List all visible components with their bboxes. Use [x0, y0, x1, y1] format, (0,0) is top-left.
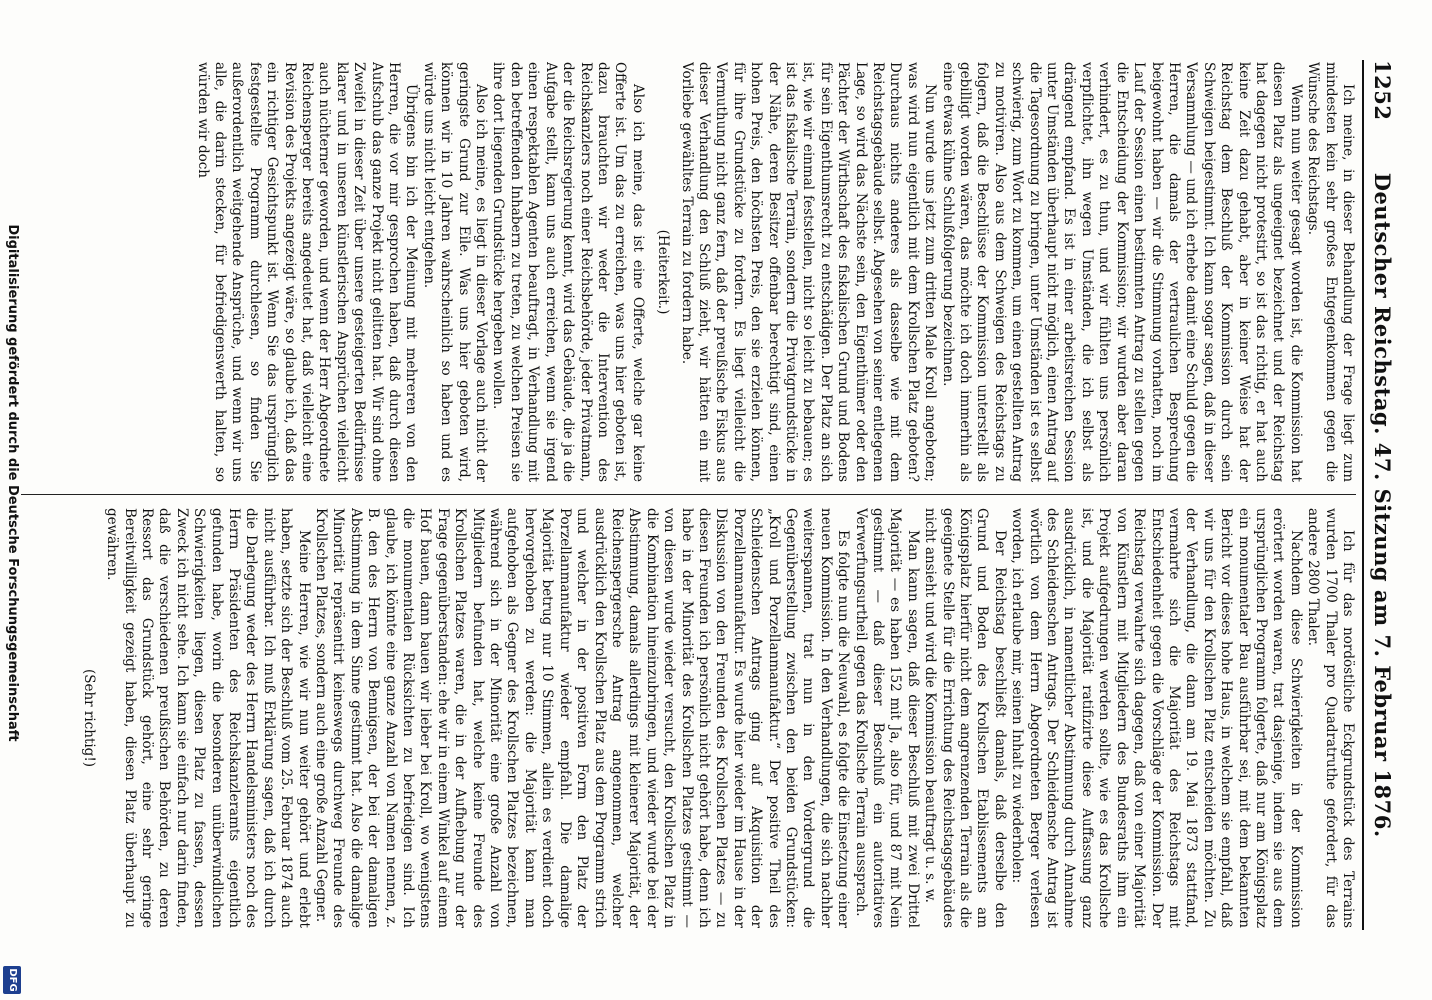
- paragraph: Also ich meine, das ist eine Offerte, welche gar keine Offerte ist. Um das zu erreichen, was uns hier geboten ist, dazu brauchten wir weder die Intervention des Reichskanzlers noch einer Reichsbehörde, jeder Privatmann, der die Reichsregierung kennt, wird das Gebäude, die ja die Aufgabe stellt, kann uns auch erreichen, wenn sie irgend einen respektablen Agenten beauftragt, in Verhandlung mit den betreffenden Inhabern zu treten, zu welchen Preisen sie ihre dort liegenden Grundstücke hergeben wollen.: [490, 62, 646, 482]
- footer-credit: Digitalisierung gefördert durch die Deutsche Forschungsgemeinschaft: [5, 224, 20, 742]
- page-title: Deutscher Reichstag. 47. Sitzung am 7. Februar 1876.: [1370, 172, 1395, 838]
- text-column-right: [16, 508, 1356, 928]
- paragraph: Übrigens bin ich der Meinung mit mehreren von den Herren, die vor mir gesprochen haben, daß durch diesen Aufschub das ganze Projekt nicht gelitten hat. Wir sind ohne Zweifel in dieser Zeit über unsere gesteigerten Bedürfnisse klarer und in unseren künstlerischen Ansprüchen vielleicht auch nüchterner geworden, und wenn der Herr Abgeordnete Reichensperger bereits angedeutet hat, daß vielleicht eine Revision des Projekts angezeigt wäre, so glaube ich, daß das ein richtiger Gesichtspunkt ist. Wenn Sie das ursprünglich festgestellte Programm durchlesen, so finden Sie außerordentlich weitgehende Ansprüche, und wenn wir uns alle, die darin stecken, für befriedigenswerth halten, so würden wir doch: [194, 62, 420, 482]
- paragraph: Ich meine, in dieser Behandlung der Frage liegt zum mindesten kein sehr großes Entgegenkommen gegen die Wünsche des Reichstags.: [1305, 62, 1356, 482]
- paragraph: Man kann sagen, daß dieser Beschluß mit zwei Drittel Majorität — es haben 152 mit Ja, also für, und 87 mit Nein gestimmt — daß dieser Beschluß ein autoritatives Verwerfungsurtheil gegen das Krollsche Terrain aussprach.: [852, 508, 921, 928]
- page-header: [1362, 60, 1410, 930]
- paragraph: Meine Herren, wie wir nun weiter gehört und erlebt haben, setzte sich der Beschluß vom 25. Februar 1874 auch nicht ausführbar. Ich muß Erklärung sagen, daß ich durch die Darlegung weder des Herrn Handelsministers noch des Herrn Präsidenten des Reichskanzleramts eigentlich gefunden habe, worin die besonderen unüberwindlichen Schwierigkeiten liegen, diesen Platz zu fassen, dessen Zweck ich nicht sehe. Ich kann sie einfach nur darin finden, daß die verschiedenen preußischen Behörden, zu deren Ressort das Grundstück gehört, eine sehr geringe Bereitwilligkeit gezeigt haben, diesen Platz überhaupt zu gewähren.: [104, 508, 312, 928]
- dfg-logo: DFG: [4, 966, 22, 994]
- text-column-left: [16, 62, 1356, 482]
- remark-line: (Sehr richtig!): [80, 668, 97, 768]
- paragraph: Nun wurde uns jetzt zum dritten Male Kroll angeboten; was wird nun eigentlich mit dem Krollschen Platz geboten? Durchaus nichts anderes als dasselbe wie mit dem Reichstagsgebäude selbst. Abgesehen von seiner entlegenen Lage, so wird das Nächste sein, den Eigenthümer oder den Pächter der Wirthschaft des fiskalischen Grund und Bodens für sein Eigenthumsrecht zu entschädigen. Der Platz an sich ist, wie wir einmal feststellen, nicht so leicht zu bebauen; es ist das fiskalische Terrain, sondern die Privatgrundstücke in der Nähe, deren Besitzer offenbar berechtigt sind, einen hohen Preis, den höchsten Preis, den sie erzielen können, für ihre Grundstücke zu fordern. Es liegt vielleicht die Vermuthung nicht ganz fern, daß der preußische Fiskus aus dieser Verhandlung den Schluß zieht, wir hätten ein mit Vorliebe gewähltes Terrain zu fordern habe.: [678, 62, 939, 482]
- paragraph: Ich für das nordöstliche Eckgrundstück des Terrains wurden 1700 Thaler pro Quadratruthe gefordert, für das andere 2800 Thaler.: [1305, 508, 1356, 928]
- paragraph: Der Reichstag beschließt damals, daß derselbe den Grund und Boden des Krollschen Etablissements am Königsplatz hierfür nicht dem angrenzenden Terrain als die geeignete Stelle für die Errichtung des Reichstagsgebäudes nicht ansieht und wird die Kommission beauftragt u. s. w.: [922, 508, 1008, 928]
- paragraph: Nachdem diese Schwierigkeiten in der Kommission erörtert worden waren, trat dasjenige, indem sie aus dem ursprünglichen Programm folgerte, daß nur am Königsplatz ein monumentaler Bau ausführbar sei, mit dem bekannten Bericht vor dieses hohe Haus, in welchem sie empfahl, daß wir uns für den Krollschen Platz entscheiden möchten. Zu der Verhandlung, die dann am 19. Mai 1873 stattfand, vermahrte sich die Majorität des Reichstags mit Entschiedenheit gegen die Vorschläge der Kommission. Der Reichstag verwahrte sich dagegen, daß von einer Majorität von Künstlern mit Mitgliedern des Bundesraths ihm ein Projekt aufgedrungen werden sollte, wie es das Krollsche ist, und die Majorität ratifizirte diese Auffassung ganz ausdrücklich, in namentlicher Abstimmung durch Annahme des Schleidenschen Antrags. Der Schleidensche Antrag ist wörtlich von dem Herrn Abgeordneten Berger verlesen worden, ich erlaube mir, seinen Inhalt zu wiederholen:: [1009, 508, 1304, 928]
- page-number: 1252: [1370, 60, 1395, 121]
- paragraph: Es folgte nun die Neuwahl, es folgte die Einsetzung einer neuen Kommission. In den Verhandlungen, die sich nachher weiterspannen, trat nun in den Vordergrund die Gegenüberstellung zwischen den beiden Grundstücken: „Kroll und Porzellanmanufaktur.“ Der positive Theil des Schleidenschen Antrags ging auf Akquisition der Porzellanmanufaktur. Es wurde hier wieder im Hause in der Diskussion von den Freunden des Krollschen Platzes — zu diesen Freunden ich persönlich nicht gehört habe, denn ich habe in der Minorität des Krollschen Platzes gestimmt — von diesen wurde wieder versucht, den Krollschen Platz in die Kombination hineinzubringen, und wieder wurde bei der Abstimmung, damals allerdings mit kleinerer Majorität, der Reichenspergersche Antrag angenommen, welcher ausdrücklich den Krollschen Platz aus dem Programm strich und welcher in der positiven Form den Platz der Porzellanmanufaktur wieder empfahl. Die damalige Majorität betrug nur 10 Stimmen, allein es verdient doch hervorgehoben zu werden: die Majorität kann man aufgehoben als Gegner des Krollschen Platzes bezeichnen, während sich in der Minorität eine große Anzahl von Mitgliedern befunden hat, welche keine Freunde des Krollschen Platzes waren, die in der Aufhebung nur der Frage gegenüberstanden: ehe wir in einem Winkel auf einem Hof bauen, dann bauen wir lieber bei Kroll, wo wenigstens die monumentalen Rücksichten zu befriedigen sind. Ich glaube, ich könnte eine ganze Anzahl von Namen nennen, z. B. den des Herrn von Bennigsen, der bei der damaligen Abstimmung in dem Sinne gestimmt hat. Also die damalige Minorität repräsentirt keineswegs durchweg Freunde des Krollschen Platzes, sondern auch eine große Anzahl Gegner.: [313, 508, 852, 928]
- paragraph: Wenn nun weiter gesagt worden ist, die Kommission hat diesen Platz als ungeeignet bezeichnet und der Reichstag hat dagegen nicht protestirt, so ist das richtig, er hat auch keine Zeit dazu gehabt, aber in keiner Weise hat der Reichstag dem Beschluß der Kommission durch sein Schweigen beigestimmt. Ich kann sogar sagen, daß in dieser Versammlung — und ich erhebe damit eine Schuld gegen die Herren, die damals der vertraulichen Besprechung beigewohnt haben — wir die Stimmung vorhatten, noch im Lauf der Session einen bestimmten Antrag zu stellen gegen die Entscheidung der Kommission; wir wurden aber daran verhindert, es zu thun, und wir fühlten uns persönlich verpflichtet, ihn wegen Umständen, die ich selbst als drängend empfand. Es ist in einer arbeitsreichen Session unter Umständen überhaupt nicht möglich, einen Antrag auf die Tagesordnung zu bringen, unter Umständen ist es selbst schwierig, zum Wort zu kommen, um einen gestellten Antrag zu motiviren. Also aus dem Schweigen des Reichstags zu folgern, daß die Beschlüsse der Kommission unterstellt als gebilligt worden wären, das möchte ich doch immerhin als eine etwas kühne Schlußfolgerung bezeichnen.: [939, 62, 1304, 482]
- remark-line: (Heiterkeit.): [655, 229, 672, 315]
- paragraph: Also ich meine, es liegt in dieser Vorlage auch nicht der geringste Grund zur Eile. Was uns hier geboten wird, können wir in 10 Jahren wahrscheinlich so haben und es würde uns nicht leicht entgehen.: [420, 62, 490, 482]
- column-divider: [21, 494, 1356, 495]
- digitization-footer: [0, 0, 25, 1000]
